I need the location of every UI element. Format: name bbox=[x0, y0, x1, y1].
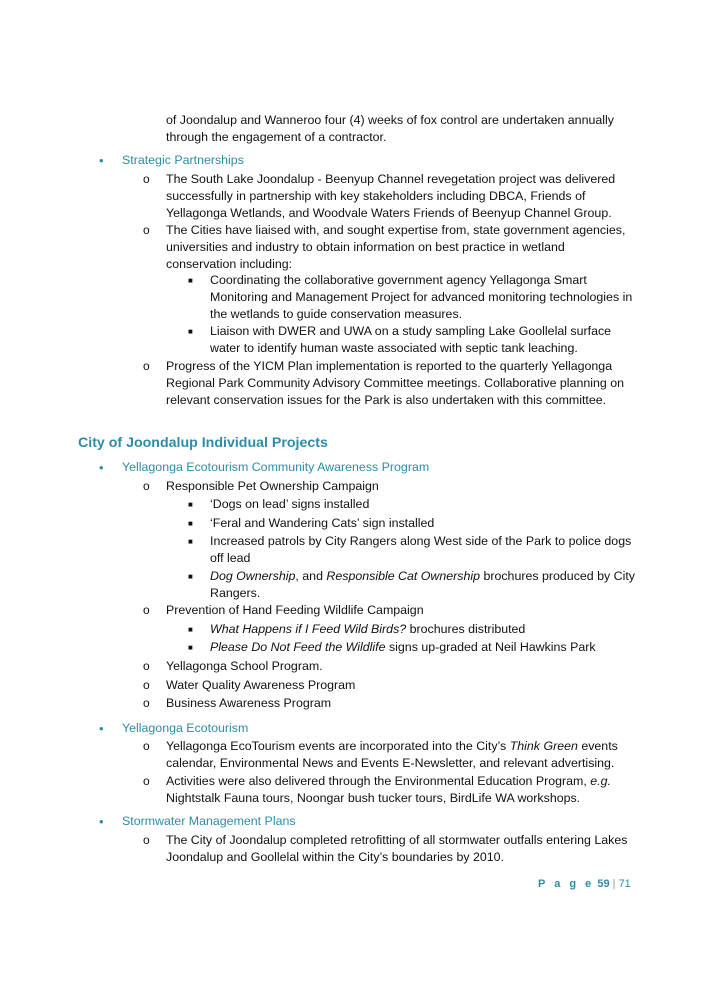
bullet-icon: • bbox=[99, 153, 104, 168]
square-bullet-icon: ■ bbox=[188, 643, 193, 652]
square-bullet-icon: ■ bbox=[188, 625, 193, 634]
dog-ownership-title: Dog Ownership bbox=[210, 569, 296, 583]
strategic-partnerships-title: Strategic Partnerships bbox=[122, 153, 244, 167]
stormwater-item-1: The City of Joondalup completed retrofitting of all stormwater outfalls entering Lakes Joondalup and Goollelal within the City’s boundaries by 2010. bbox=[166, 833, 628, 864]
circle-bullet-icon: o bbox=[143, 359, 150, 373]
square-bullet-icon: ■ bbox=[188, 276, 193, 285]
circle-bullet-icon: o bbox=[143, 678, 150, 692]
circle-bullet-icon: o bbox=[143, 603, 150, 617]
page-number: 59 bbox=[597, 878, 610, 890]
strategic-item-2: The Cities have liaised with, and sought expertise from, state government agencies, universities and industry to obtain information on best practice in wetland conservation including: bbox=[166, 223, 626, 271]
business-program: Business Awareness Program bbox=[166, 696, 332, 710]
square-bullet-icon: ■ bbox=[188, 537, 193, 546]
intro-paragraph: of Joondalup and Wanneroo four (4) weeks of fox control are undertaken annually through the engagement of a contractor. bbox=[166, 113, 614, 144]
ecotourism-item-1-a: Yellagonga EcoTourism events are incorporated into the City’s bbox=[166, 739, 510, 753]
pet-sub-4-mid: , and bbox=[295, 569, 327, 583]
awareness-program-title: Yellagonga Ecotourism Community Awareness Program bbox=[122, 460, 430, 474]
strategic-item-1: The South Lake Joondalup - Beenyup Channel revegetation project was delivered successfully in partnership with key stakeholders including DBCA, Friends of Yellagonga Wetlands, and Woodvale Waters Friends of Beenyup Channel Group. bbox=[166, 172, 616, 220]
eg-abbrev: e.g. bbox=[590, 774, 611, 788]
ecotourism-title: Yellagonga Ecotourism bbox=[122, 721, 249, 735]
circle-bullet-icon: o bbox=[143, 223, 150, 237]
page-total: 71 bbox=[618, 878, 631, 890]
square-bullet-icon: ■ bbox=[188, 500, 193, 509]
circle-bullet-icon: o bbox=[143, 739, 150, 753]
think-green-title: Think Green bbox=[509, 739, 578, 753]
page-separator: | bbox=[609, 878, 619, 890]
page-footer bbox=[538, 877, 631, 891]
water-quality-program: Water Quality Awareness Program bbox=[166, 678, 356, 692]
pet-sub-2: ‘Feral and Wandering Cats’ sign installed bbox=[210, 516, 435, 530]
ecotourism-item-1-b: events calendar, Environmental News and Events E-Newsletter, and relevant advertising. bbox=[166, 739, 618, 770]
ecotourism-item-2-b: Nightstalk Fauna tours, Noongar bush tucker tours, BirdLife WA workshops. bbox=[166, 791, 581, 805]
cat-ownership-title: Responsible Cat Ownership bbox=[326, 569, 481, 583]
page-label: P a g e bbox=[538, 878, 595, 890]
pet-sub-4 bbox=[210, 568, 640, 602]
strategic-sub-1: Coordinating the collaborative government agency Yellagonga Smart Monitoring and Management Project for advanced monitoring technologies in the wetlands to guide conservation measures. bbox=[210, 273, 633, 321]
bullet-icon: • bbox=[99, 721, 104, 736]
pet-campaign-title: Responsible Pet Ownership Campaign bbox=[166, 479, 379, 493]
ecotourism-item-2-a: Activities were also delivered through the Environmental Education Program, bbox=[166, 774, 591, 788]
square-bullet-icon: ■ bbox=[188, 327, 193, 336]
circle-bullet-icon: o bbox=[143, 659, 150, 673]
strategic-sub-2: Liaison with DWER and UWA on a study sampling Lake Goollelal surface water to identify human waste associated with septic tank leaching. bbox=[210, 324, 612, 355]
circle-bullet-icon: o bbox=[143, 696, 150, 710]
ecotourism-item-1 bbox=[166, 738, 636, 772]
bullet-icon: • bbox=[99, 814, 104, 829]
pet-sub-1: ‘Dogs on lead’ signs installed bbox=[210, 497, 370, 511]
feeding-sub-1 bbox=[210, 621, 640, 638]
pet-sub-4-tail: brochures produced by City Rangers. bbox=[210, 569, 635, 600]
bullet-icon: • bbox=[99, 460, 104, 475]
circle-bullet-icon: o bbox=[143, 833, 150, 847]
section-heading: City of Joondalup Individual Projects bbox=[78, 435, 328, 451]
feeding-sub-2-em: Please Do Not Feed the Wildlife bbox=[210, 640, 386, 654]
pet-sub-3: Increased patrols by City Rangers along West side of the Park to police dogs off lead bbox=[210, 534, 632, 565]
feeding-sub-1-em: What Happens if I Feed Wild Birds? bbox=[210, 622, 407, 636]
circle-bullet-icon: o bbox=[143, 479, 150, 493]
strategic-item-3: Progress of the YICM Plan implementation is reported to the quarterly Yellagonga Regional Park Community Advisory Committee meetings. Collaborative planning on relevant conservation issues for the Park is also undertaken with this committee. bbox=[166, 359, 624, 407]
circle-bullet-icon: o bbox=[143, 774, 150, 788]
feeding-sub-2 bbox=[210, 639, 640, 656]
circle-bullet-icon: o bbox=[143, 172, 150, 186]
feeding-sub-1-tail: brochures distributed bbox=[406, 622, 526, 636]
school-program: Yellagonga School Program. bbox=[166, 659, 323, 673]
square-bullet-icon: ■ bbox=[188, 519, 193, 528]
square-bullet-icon: ■ bbox=[188, 572, 193, 581]
stormwater-title: Stormwater Management Plans bbox=[122, 814, 296, 828]
feeding-campaign-title: Prevention of Hand Feeding Wildlife Campaign bbox=[166, 603, 424, 617]
ecotourism-item-2 bbox=[166, 773, 636, 807]
feeding-sub-2-tail: signs up-graded at Neil Hawkins Park bbox=[385, 640, 596, 654]
